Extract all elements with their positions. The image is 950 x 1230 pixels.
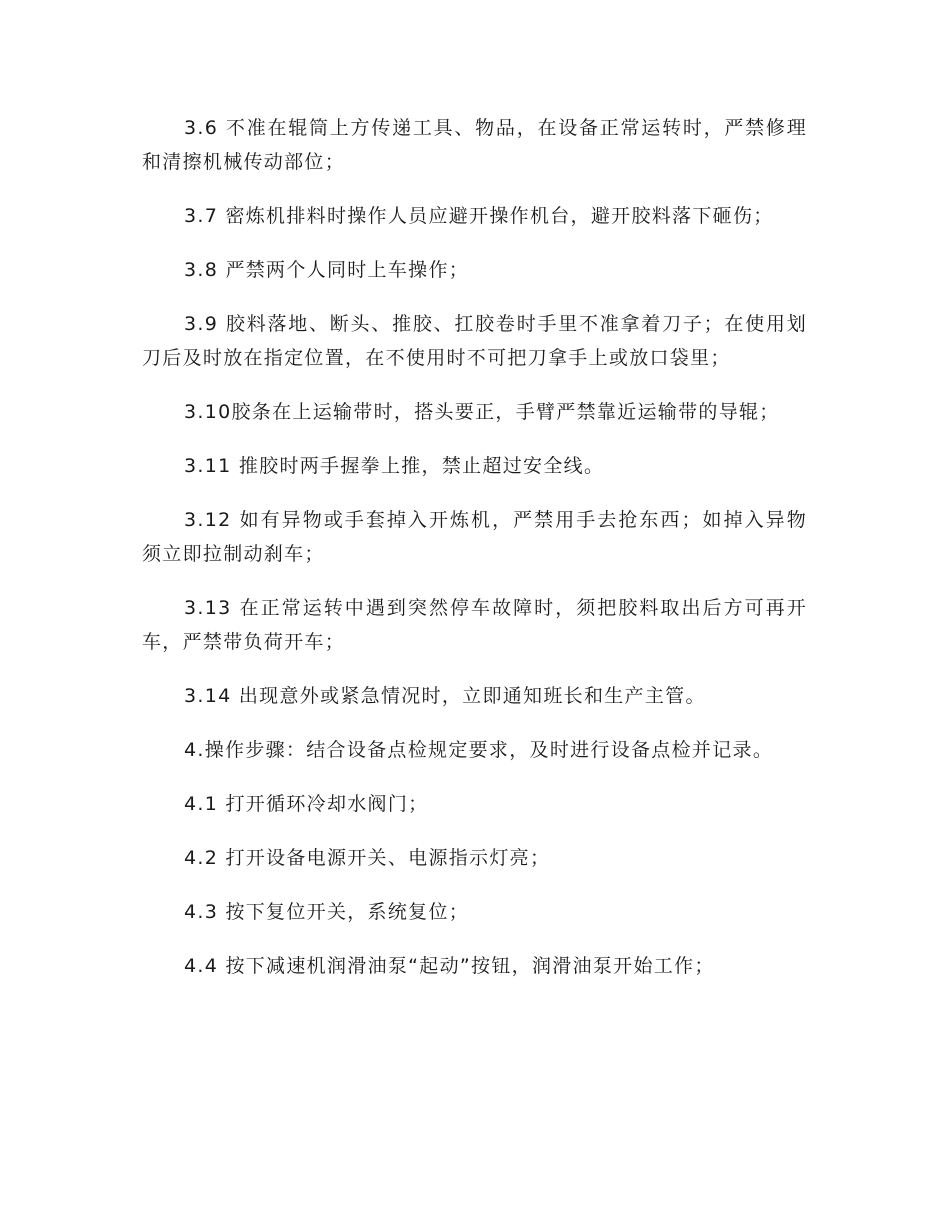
paragraph-4-3: 4.3 按下复位开关，系统复位； xyxy=(184,901,470,923)
paragraph-4-heading: 4.操作步骤：结合设备点检规定要求，及时进行设备点检并记录。 xyxy=(184,739,774,761)
paragraph-3-8: 3.8 严禁两个人同时上车操作； xyxy=(184,259,470,281)
paragraph-3-7: 3.7 密炼机排料时操作人员应避开操作机台，避开胶料落下砸伤； xyxy=(184,205,774,227)
paragraph-3-10: 3.10胶条在上运输带时，搭头要正，手臂严禁靠近运输带的导辊； xyxy=(184,401,780,423)
paragraph-3-9: 3.9 胶料落地、断头、推胶、扛胶卷时手里不准拿着刀子；在使用划刀后及时放在指定位置，在不使用时不可把刀拿手上或放口袋里； xyxy=(142,313,807,369)
paragraph-4-1: 4.1 打开循环冷却水阀门； xyxy=(184,793,429,815)
paragraph-4-4: 4.4 按下减速机润滑油泵“起动”按钮，润滑油泵开始工作； xyxy=(184,955,715,977)
paragraph-3-12: 3.12 如有异物或手套掉入开炼机，严禁用手去抢东西；如掉入异物须立即拉制动刹车； xyxy=(142,509,807,565)
paragraph-4-2: 4.2 打开设备电源开关、电源指示灯亮； xyxy=(184,847,551,869)
paragraph-3-6: 3.6 不准在辊筒上方传递工具、物品，在设备正常运转时，严禁修理和清擦机械传动部位； xyxy=(142,117,807,173)
paragraph-3-13: 3.13 在正常运转中遇到突然停车故障时，须把胶料取出后方可再开车，严禁带负荷开车； xyxy=(142,597,807,653)
paragraph-3-14: 3.14 出现意外或紧急情况时，立即通知班长和生产主管。 xyxy=(184,685,706,707)
document-body xyxy=(142,111,807,1003)
paragraph-3-11: 3.11 推胶时两手握拳上推，禁止超过安全线。 xyxy=(184,455,605,477)
